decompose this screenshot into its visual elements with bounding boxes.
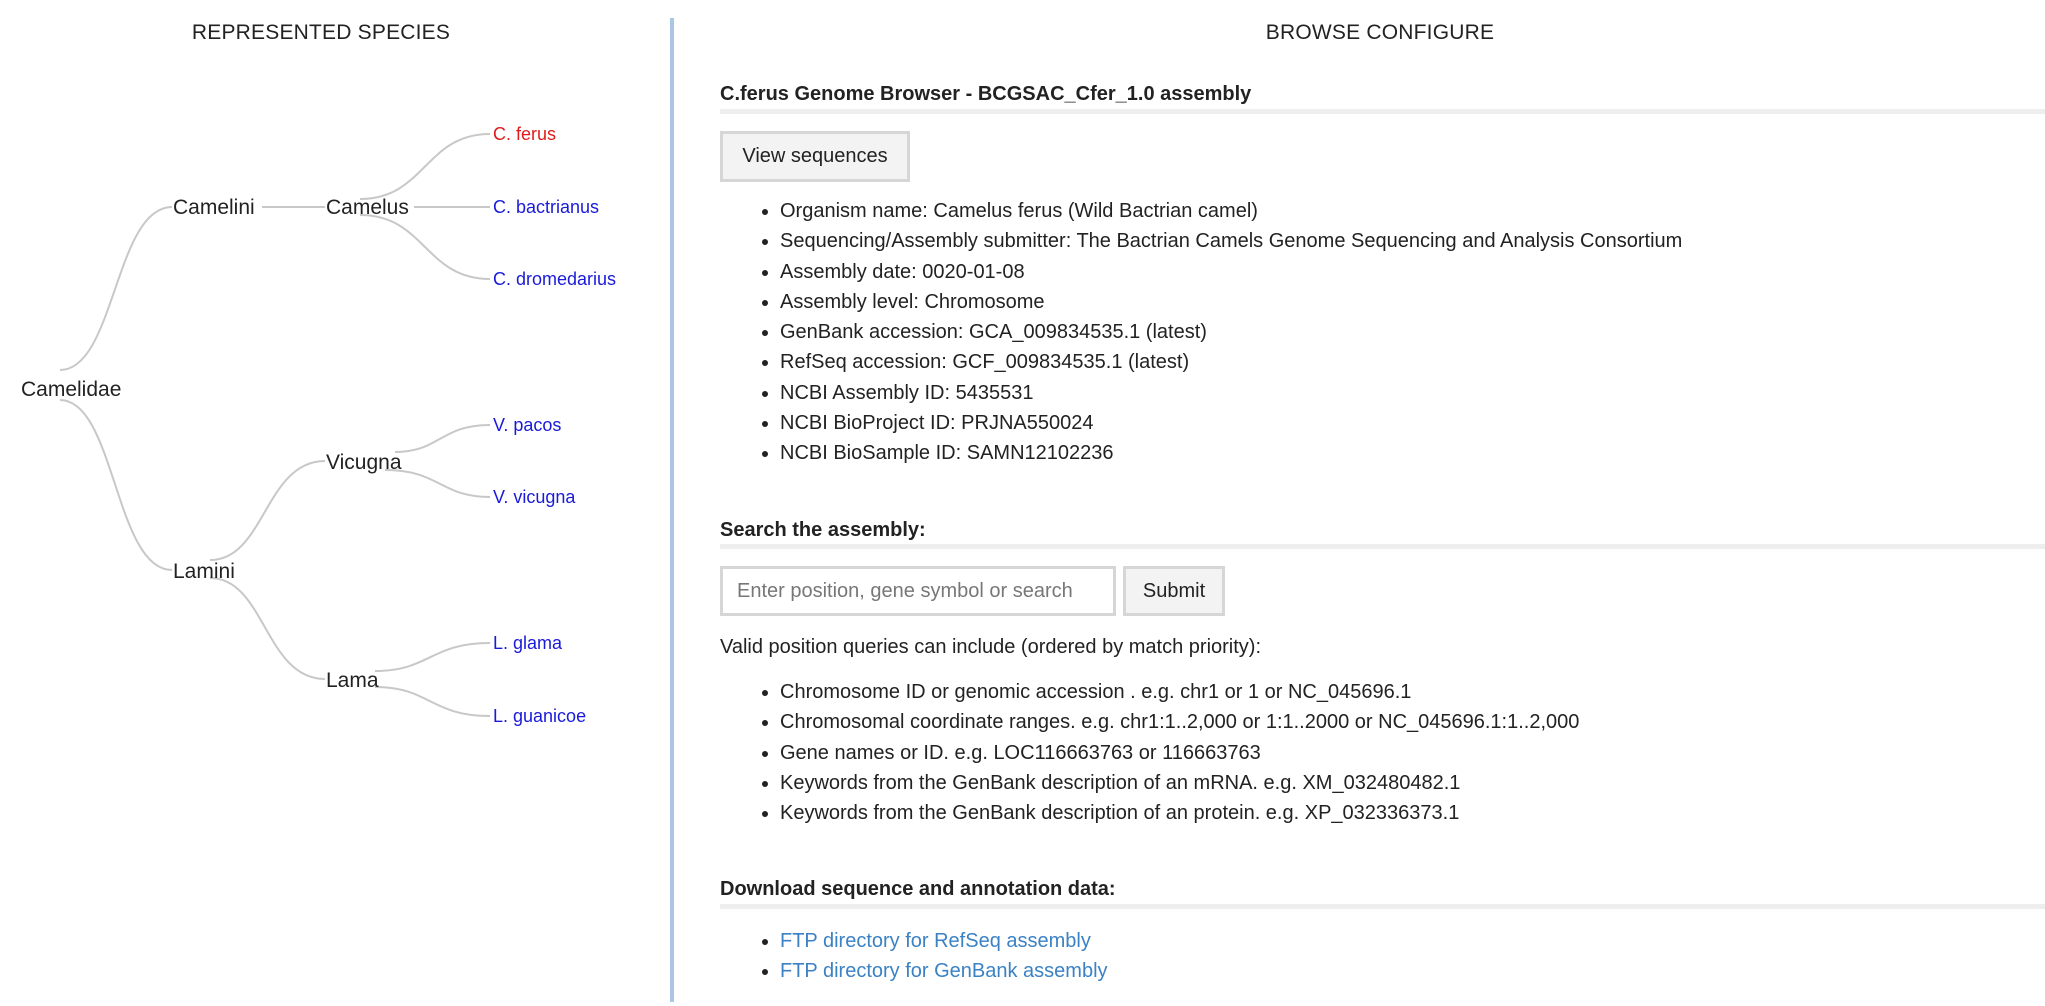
species-panel (0, 0, 670, 1006)
download-rule (720, 904, 2045, 909)
link-lamini-lama (210, 578, 325, 679)
tree-root-camelidae: Camelidae (21, 378, 122, 401)
tree-tribe-camelini: Camelini (173, 196, 255, 219)
link-vicugna-v-pacos (395, 425, 490, 452)
assembly-info-item: • Sequencing/Assembly submitter: The Bactrian Camels Genome Sequencing and Analysis Consortium (780, 226, 1682, 256)
valid-queries-intro: Valid position queries can include (ordered by match priority): (720, 636, 1262, 658)
assembly-info-item: • Assembly date: 0020-01-08 (780, 257, 1682, 287)
submit-button[interactable]: Submit (1123, 566, 1225, 616)
assembly-info-item: • NCBI BioProject ID: PRJNA550024 (780, 408, 1682, 438)
download-section-title: Download sequence and annotation data: (720, 878, 1116, 900)
species-l-glama[interactable]: L. glama (493, 633, 563, 653)
species-v-pacos[interactable]: V. pacos (493, 415, 562, 435)
search-rule (720, 544, 2045, 549)
species-c-dromedarius[interactable]: C. dromedarius (493, 269, 617, 289)
valid-query-item: • Chromosomal coordinate ranges. e.g. chr1:1..2,000 or 1:1..2000 or NC_045696.1:1..2,000 (780, 707, 1579, 737)
search-input[interactable] (720, 566, 1116, 616)
link-camelus-c-ferus (360, 134, 490, 199)
browse-configure-panel (720, 0, 2045, 1006)
valid-query-item: • Gene names or ID. e.g. LOC116663763 or 116663763 (780, 738, 1579, 768)
ftp-directory-item[interactable] (780, 956, 1108, 986)
ftp-directory-link[interactable]: FTP directory for RefSeq assembly (780, 930, 1091, 952)
species-v-vicugna[interactable]: V. vicugna (493, 487, 576, 507)
link-camelus-c-dromedarius (360, 215, 490, 279)
genome-browser-title: C.ferus Genome Browser - BCGSAC_Cfer_1.0 assembly (720, 83, 1252, 105)
species-c-ferus[interactable]: C. ferus (493, 124, 557, 144)
link-camelidae-lamini (60, 400, 172, 570)
valid-queries-list (758, 677, 1579, 828)
link-vicugna-v-vicugna (385, 470, 490, 497)
assembly-info-item: • Assembly level: Chromosome (780, 287, 1682, 317)
species-panel-heading: REPRESENTED SPECIES (191, 21, 451, 44)
view-sequences-button[interactable]: View sequences (720, 131, 910, 182)
tree-genus-vicugna: Vicugna (326, 451, 402, 474)
link-lama-l-guanicoe (375, 687, 490, 716)
tree-tribe-lamini: Lamini (173, 560, 235, 583)
species-tree (0, 0, 670, 1006)
ftp-directory-link[interactable]: FTP directory for GenBank assembly (780, 960, 1108, 983)
link-lamini-vicugna (210, 461, 325, 560)
download-links-list (758, 926, 1108, 987)
species-c-bactrianus[interactable]: C. bactrianus (493, 197, 600, 217)
assembly-info-item: • RefSeq accession: GCF_009834535.1 (latest) (780, 347, 1682, 377)
link-camelidae-camelini (60, 207, 172, 370)
assembly-info-item: • GenBank accession: GCA_009834535.1 (latest) (780, 317, 1682, 347)
species-l-guanicoe[interactable]: L. guanicoe (493, 706, 587, 726)
search-section-title: Search the assembly: (720, 519, 926, 541)
browse-configure-heading: BROWSE CONFIGURE (1265, 21, 1495, 44)
assembly-info-item: • NCBI BioSample ID: SAMN12102236 (780, 438, 1682, 468)
assembly-info-list (758, 196, 1682, 469)
valid-query-item: • Keywords from the GenBank description of an mRNA. e.g. XM_032480482.1 (780, 768, 1579, 798)
link-lama-l-glama (375, 643, 490, 671)
tree-genus-camelus: Camelus (326, 196, 409, 219)
tree-genus-lama: Lama (326, 669, 379, 692)
valid-query-item: • Keywords from the GenBank description of an protein. e.g. XP_032336373.1 (780, 798, 1579, 828)
panel-divider (670, 18, 674, 1002)
ftp-directory-item[interactable] (780, 926, 1108, 956)
valid-query-item: • Chromosome ID or genomic accession . e.g. chr1 or 1 or NC_045696.1 (780, 677, 1579, 707)
title-rule (720, 109, 2045, 114)
assembly-info-item: • NCBI Assembly ID: 5435531 (780, 378, 1682, 408)
assembly-info-item: • Organism name: Camelus ferus (Wild Bactrian camel) (780, 196, 1682, 226)
tree-links (60, 134, 490, 716)
